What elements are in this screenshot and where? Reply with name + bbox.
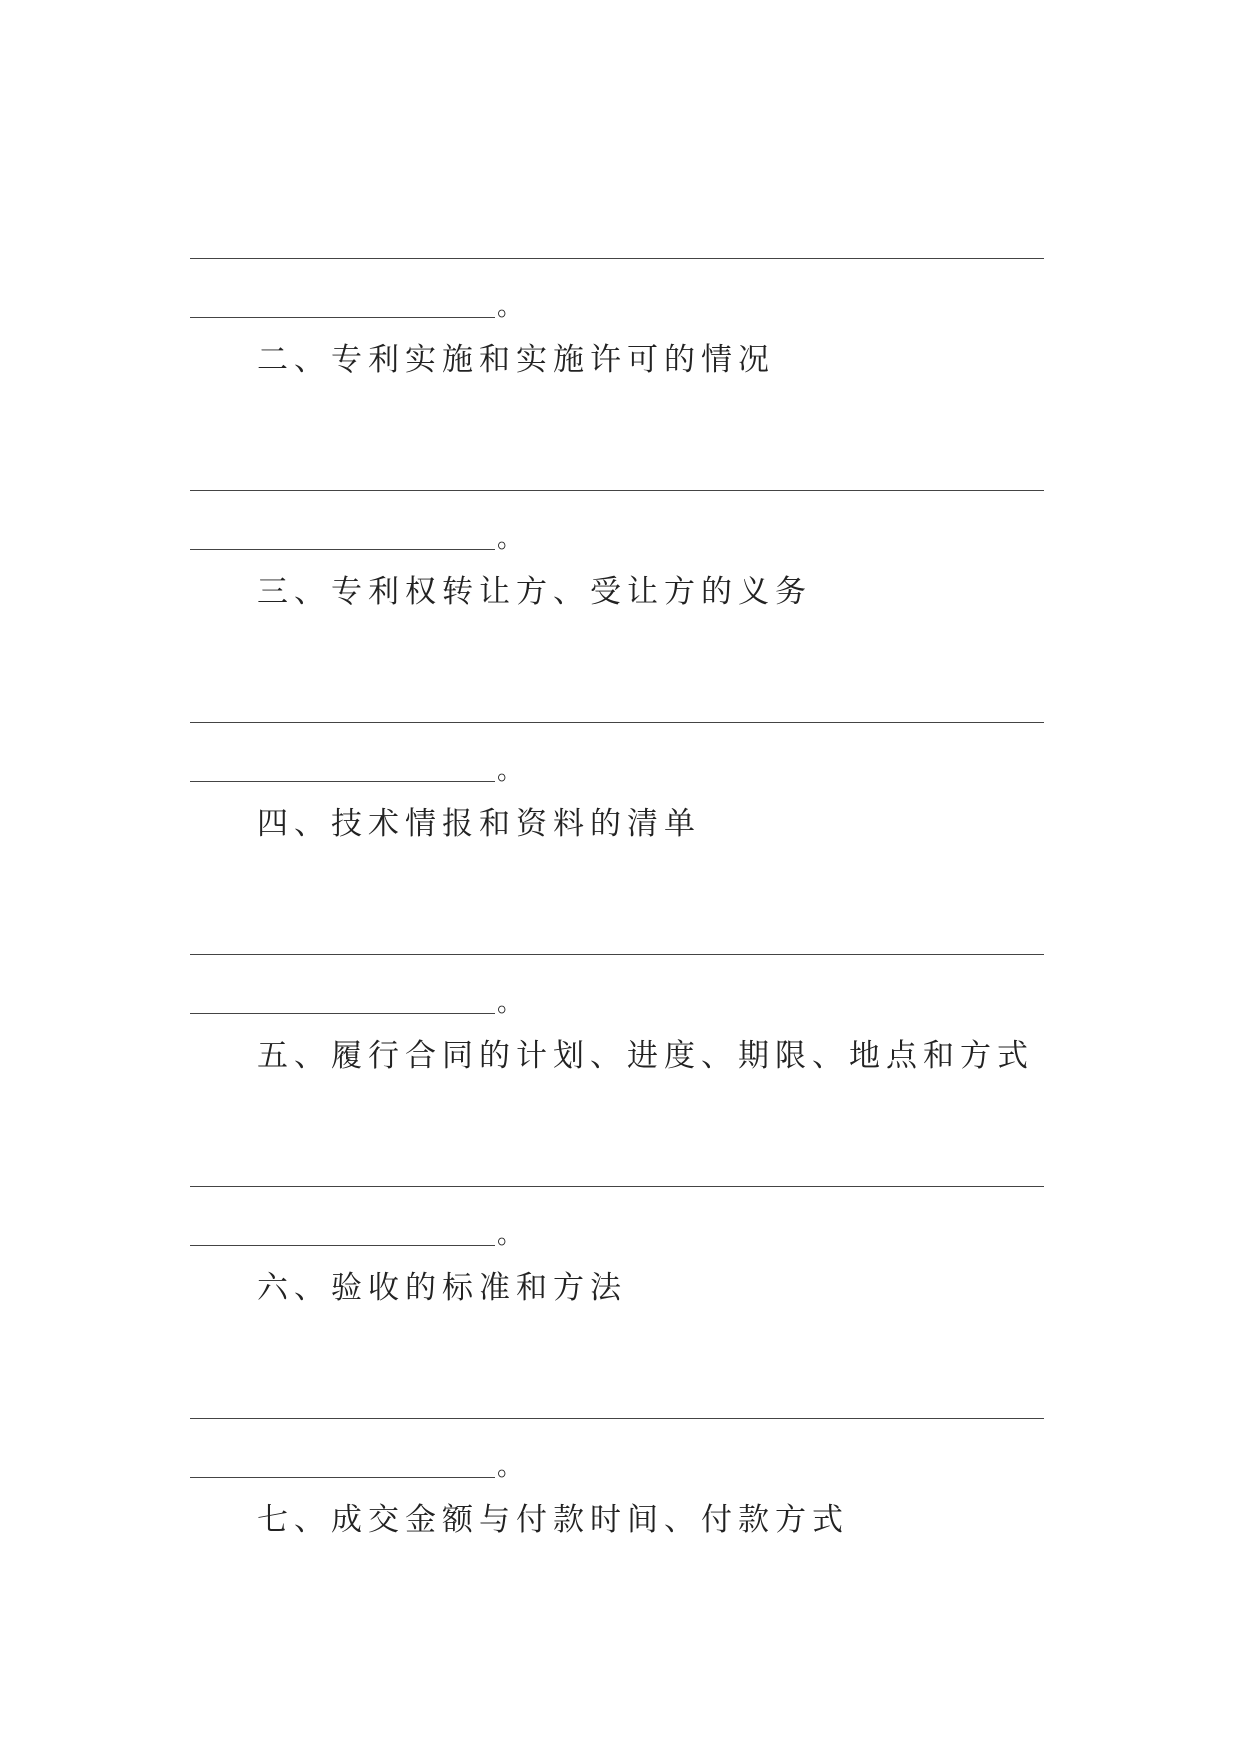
blank-line-short: [190, 754, 523, 784]
section-heading-2: 二、专利实施和实施许可的情况: [257, 342, 775, 378]
blank-line-segment: [190, 549, 495, 550]
blank-line-long: [190, 490, 1044, 491]
blank-line-short: [190, 1218, 523, 1248]
period-mark: 。: [497, 292, 524, 322]
blank-line-segment: [190, 317, 495, 318]
blank-line-short: [190, 290, 523, 320]
section-heading-3: 三、专利权转让方、受让方的义务: [257, 574, 812, 610]
blank-line-long: [190, 258, 1044, 259]
section-heading-6: 六、验收的标准和方法: [257, 1270, 627, 1306]
period-mark: 。: [497, 756, 524, 786]
blank-line-short: [190, 1450, 523, 1480]
section-heading-7: 七、成交金额与付款时间、付款方式: [257, 1502, 849, 1538]
blank-line-long: [190, 722, 1044, 723]
blank-line-short: [190, 986, 523, 1016]
period-mark: 。: [497, 524, 524, 554]
blank-line-long: [190, 1186, 1044, 1187]
blank-line-segment: [190, 781, 495, 782]
period-mark: 。: [497, 1220, 524, 1250]
section-heading-5: 五、履行合同的计划、进度、期限、地点和方式: [257, 1038, 1034, 1074]
blank-line-short: [190, 522, 523, 552]
period-mark: 。: [497, 988, 524, 1018]
period-mark: 。: [497, 1452, 524, 1482]
blank-line-segment: [190, 1013, 495, 1014]
blank-line-segment: [190, 1245, 495, 1246]
blank-line-segment: [190, 1477, 495, 1478]
blank-line-long: [190, 1418, 1044, 1419]
section-heading-4: 四、技术情报和资料的清单: [257, 806, 701, 842]
blank-line-long: [190, 954, 1044, 955]
